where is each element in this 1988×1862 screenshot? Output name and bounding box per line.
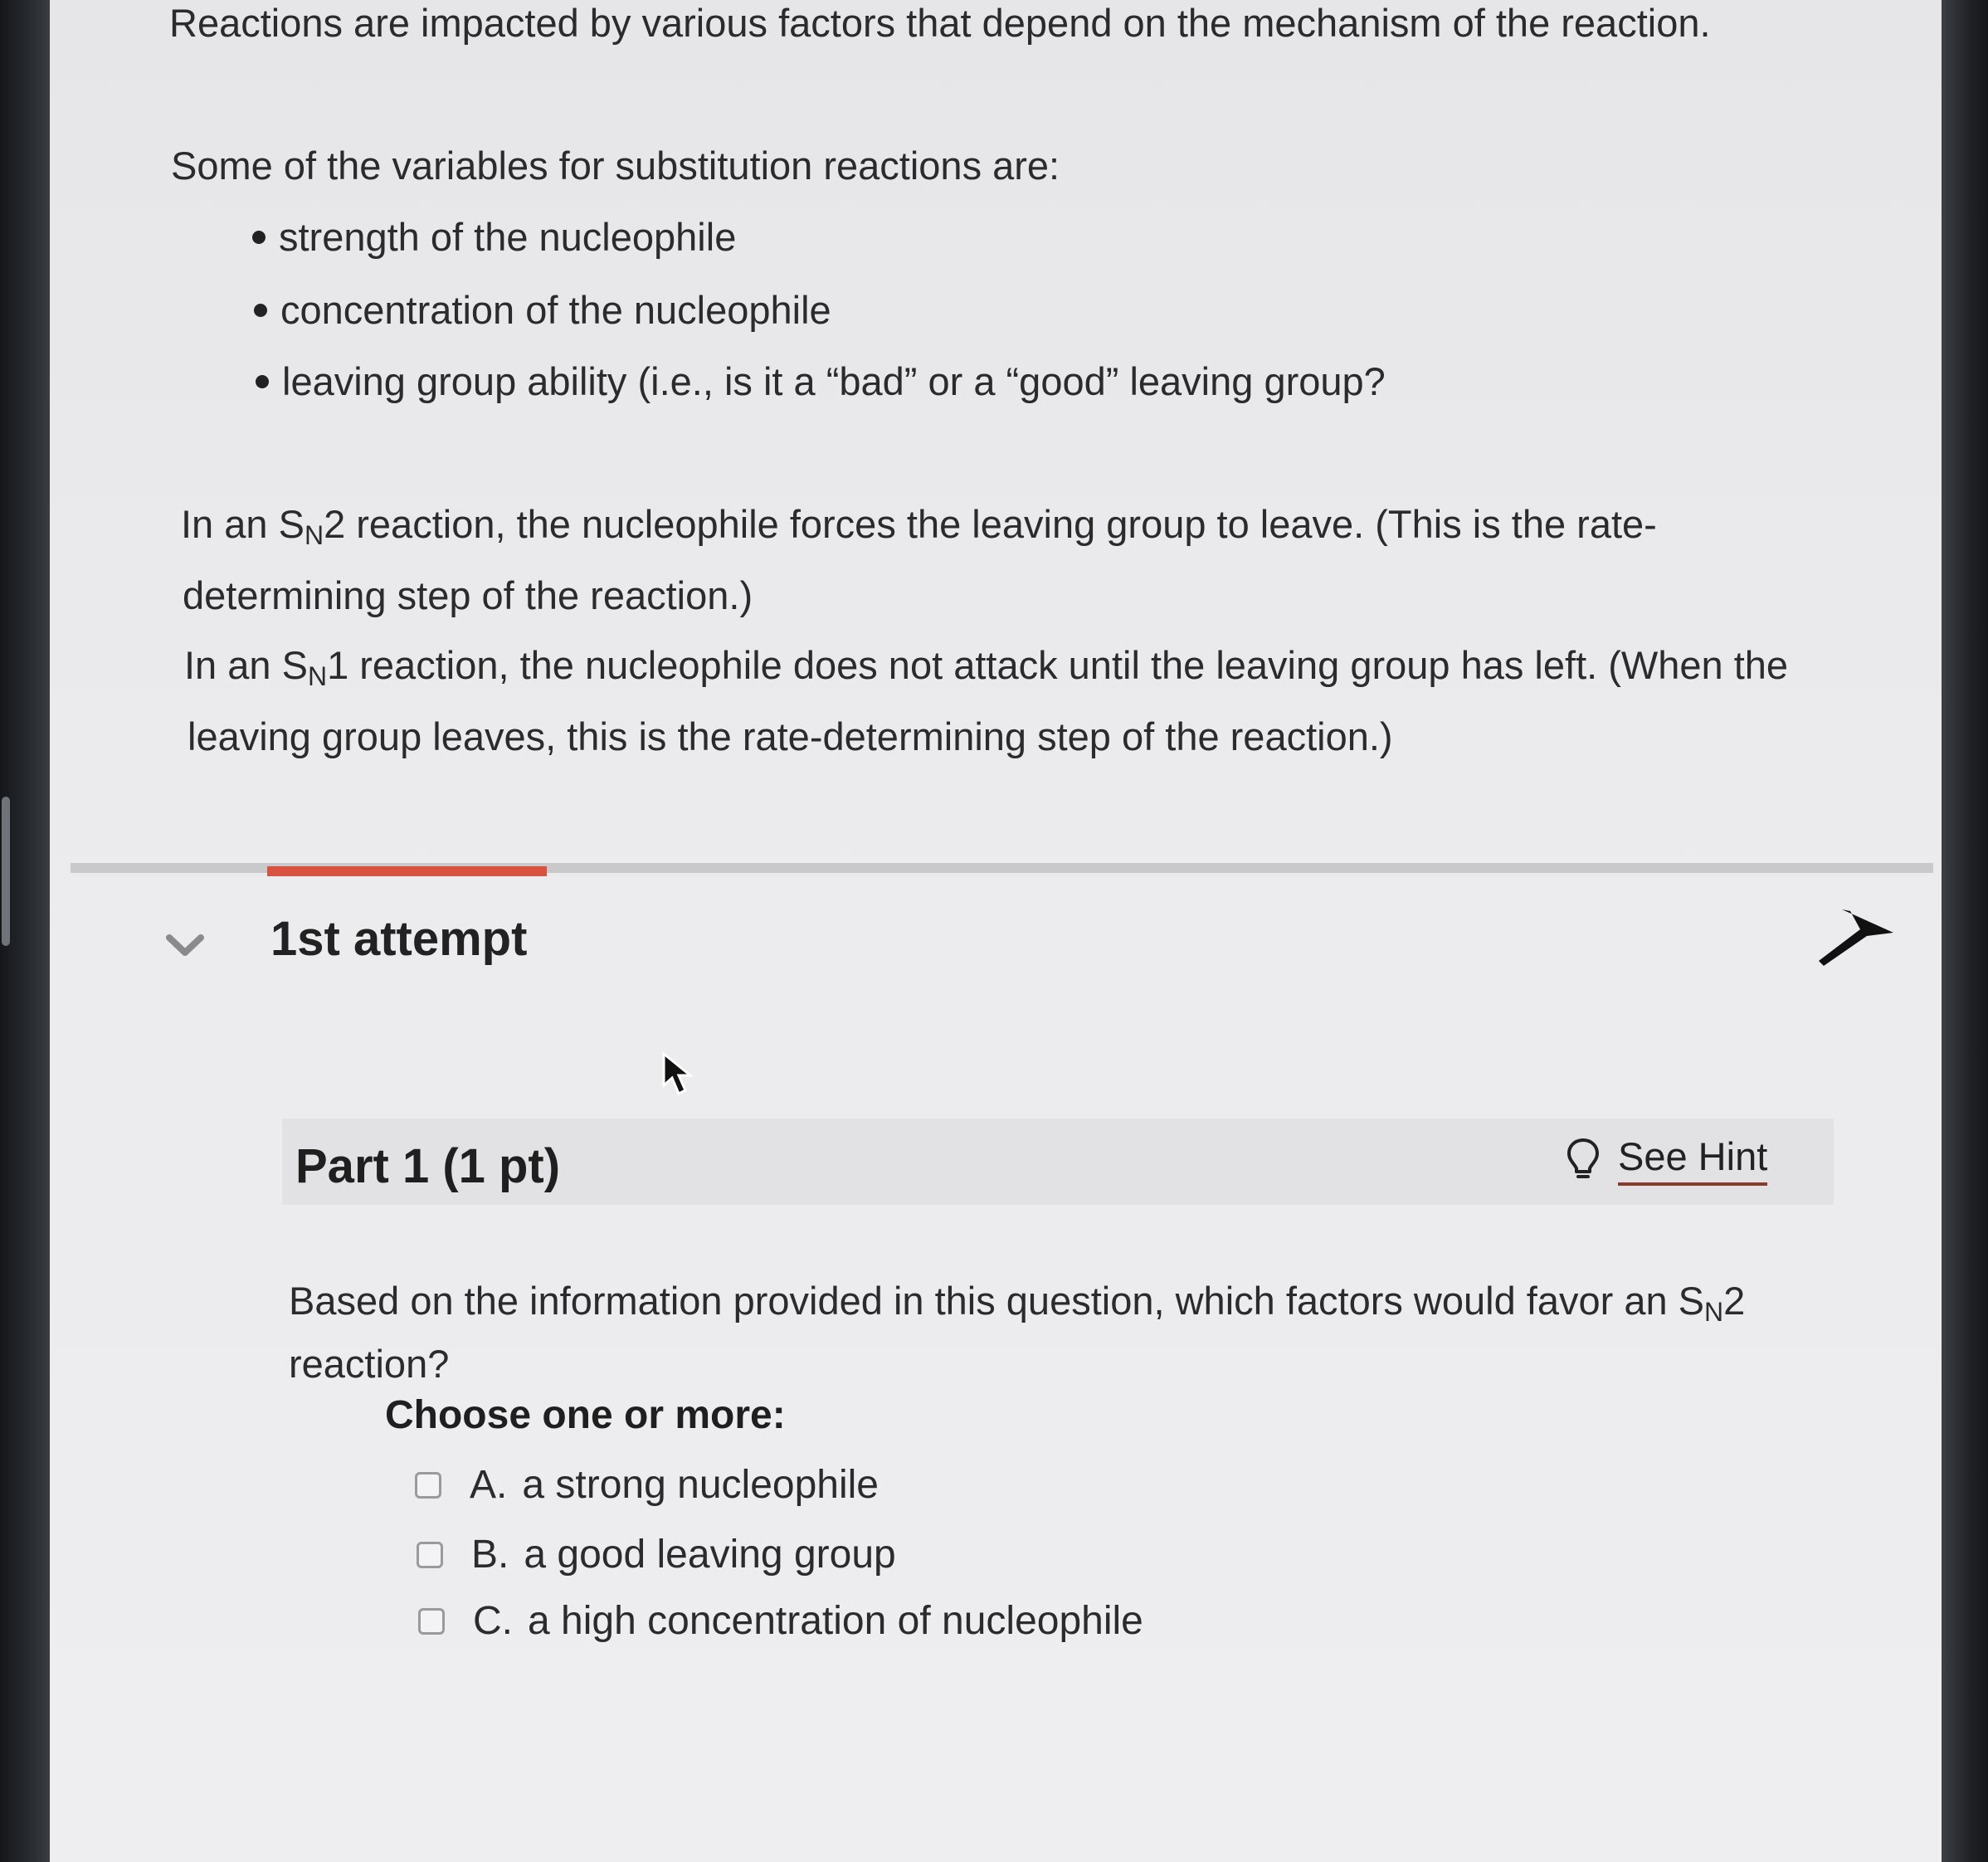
variable-item bbox=[256, 358, 1386, 405]
variables-heading: Some of the variables for substitution reactions are: bbox=[171, 144, 1060, 188]
sn2-paragraph-line2: determining step of the reaction.) bbox=[183, 573, 753, 617]
sn2-subscript: N bbox=[304, 520, 324, 550]
sn1-paragraph-line1 bbox=[184, 642, 1788, 692]
chevron-down-icon[interactable] bbox=[164, 929, 206, 963]
part-title: Part 1 (1 pt) bbox=[295, 1139, 561, 1193]
option-c-checkbox[interactable] bbox=[418, 1608, 445, 1635]
monitor-bezel-left bbox=[0, 0, 50, 1862]
variable-text: strength of the nucleophile bbox=[279, 215, 737, 259]
option-b[interactable] bbox=[417, 1532, 896, 1577]
sn2-paragraph-line1 bbox=[181, 501, 1657, 551]
bullet-dot bbox=[256, 375, 269, 388]
sn1-paragraph-line2: leaving group leaves, this is the rate-determining step of the reaction.) bbox=[188, 714, 1393, 758]
option-b-checkbox[interactable] bbox=[417, 1542, 443, 1568]
option-a-checkbox[interactable] bbox=[415, 1472, 441, 1499]
stem-intro: Reactions are impacted by various factors that depend on the mechanism of the reaction. bbox=[169, 1, 1711, 45]
choose-label: Choose one or more: bbox=[385, 1393, 786, 1437]
bullet-dot bbox=[252, 231, 266, 244]
option-text: a high concentration of nucleophile bbox=[528, 1599, 1143, 1643]
monitor-bezel-right bbox=[1942, 0, 1988, 1862]
option-a[interactable] bbox=[415, 1462, 879, 1508]
option-letter: B. bbox=[471, 1533, 509, 1577]
assignment-page bbox=[50, 0, 1950, 1862]
scrollbar-thumb[interactable] bbox=[2, 797, 10, 946]
sn2-prefix: In an S bbox=[181, 502, 305, 546]
sn1-suffix: 1 reaction, the nucleophile does not attack until the leaving group has left. (When the bbox=[327, 643, 1789, 687]
sn1-prefix: In an S bbox=[184, 643, 308, 687]
option-letter: C. bbox=[473, 1599, 513, 1643]
mouse-cursor-icon bbox=[662, 1052, 695, 1097]
variable-item bbox=[254, 287, 831, 334]
arrow-up-right-icon[interactable] bbox=[1814, 906, 1897, 972]
question-line1 bbox=[289, 1278, 1745, 1328]
lightbulb-icon bbox=[1565, 1137, 1601, 1182]
option-text: a good leaving group bbox=[524, 1533, 896, 1577]
see-hint-label[interactable]: See Hint bbox=[1618, 1133, 1767, 1186]
option-text: a strong nucleophile bbox=[522, 1463, 879, 1507]
question-stem bbox=[50, 0, 1933, 860]
option-letter: A. bbox=[470, 1463, 508, 1507]
question-subscript: N bbox=[1704, 1297, 1724, 1327]
variable-text: leaving group ability (i.e., is it a “bad” or a “good” leaving group? bbox=[282, 359, 1386, 403]
question-prefix: Based on the information provided in this question, which factors would favor an S bbox=[289, 1279, 1705, 1323]
sn1-subscript: N bbox=[307, 661, 328, 691]
variable-text: concentration of the nucleophile bbox=[280, 288, 831, 332]
question-suffix: 2 bbox=[1723, 1279, 1746, 1323]
option-c[interactable] bbox=[418, 1598, 1143, 1644]
attempt-progress-bar bbox=[267, 866, 547, 876]
bullet-dot bbox=[254, 304, 267, 317]
variable-item bbox=[252, 214, 736, 261]
sn2-suffix: 2 reaction, the nucleophile forces the leaving group to leave. (This is the rate- bbox=[324, 502, 1657, 546]
question-line2: reaction? bbox=[289, 1342, 450, 1386]
attempt-title[interactable]: 1st attempt bbox=[270, 912, 528, 966]
see-hint-button[interactable] bbox=[1565, 1132, 1767, 1187]
